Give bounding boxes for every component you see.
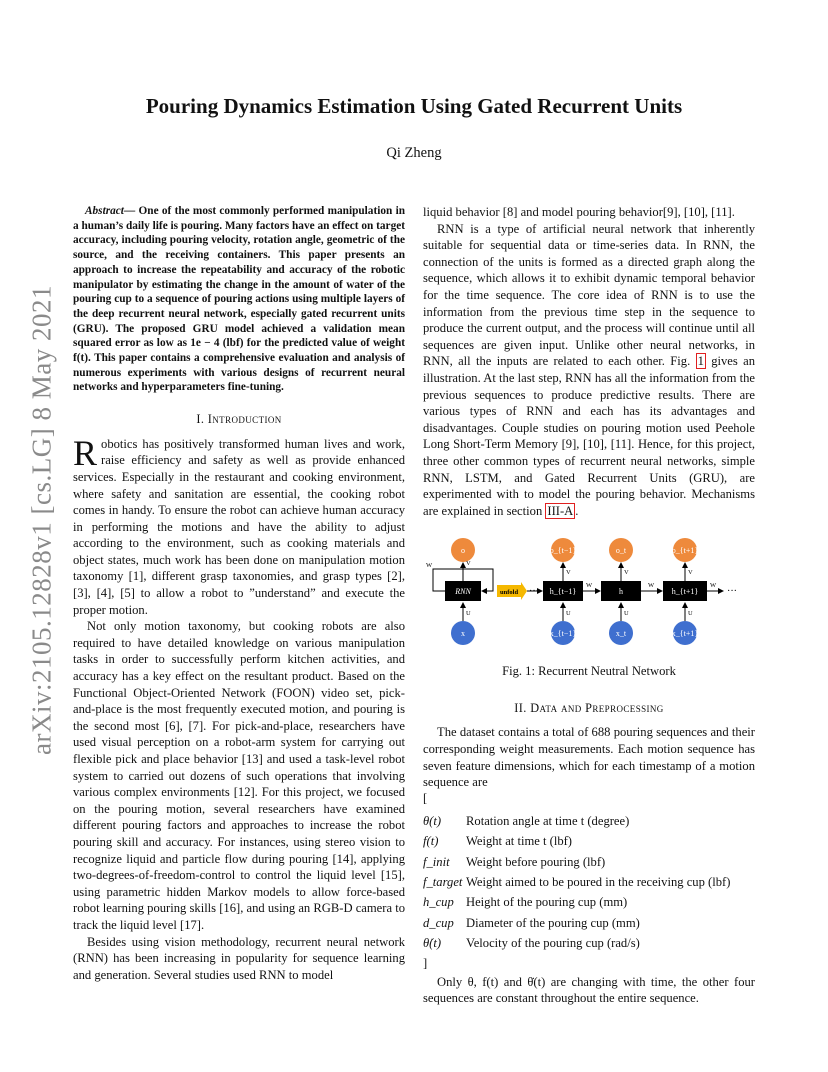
label-x-t: x_t [615, 629, 627, 639]
label-v-prev: V [566, 569, 571, 577]
feature-row [423, 872, 755, 892]
rnn-paragraph [423, 221, 755, 520]
rnn-paragraph-text-b: gives an illustration. At the last step, RNN has all the information from the previous sequences to produce predictive results. There are various types of RNN and each has its advantages and disadvantages. Couple studies on pouring motion used Peehole Long Short-Term Memory [9], [10], [11]. Hence, for this project, three other common types of recurrent neural networks, simple RNN, LSTM, and Gated Recurrent Units (GRU), are experimented with to model the pouring behavior. Mechanisms are explained in section [423, 354, 755, 518]
feature-symbol: θ̇(t) [423, 936, 442, 951]
feature-description: Rotation angle at time t (degree) [466, 813, 630, 828]
drop-cap: R [73, 432, 98, 473]
abstract [73, 204, 405, 395]
label-v-next: V [688, 569, 693, 577]
rnn-diagram [423, 533, 755, 661]
label-x: x [461, 629, 465, 639]
feature-row [423, 933, 755, 953]
label-rnn: RNN [455, 587, 471, 597]
feature-symbol: f_init [423, 854, 450, 869]
left-column [73, 204, 405, 983]
label-o: o [461, 546, 465, 556]
right-column [423, 204, 755, 1007]
constant-features-paragraph: Only θ, f(t) and θ̇(t) are changing with time, the other four sequences are constant throughout the entire sequence. [423, 974, 755, 1006]
intro-paragraph-1 [73, 432, 405, 619]
label-unfold: unfold [500, 589, 519, 597]
label-u-t: U [624, 610, 629, 618]
rnn-figure [423, 533, 755, 661]
paragraph-continued: liquid behavior [8] and model pouring behavior[9], [10], [11]. [423, 205, 735, 219]
feature-description: Weight at time t (lbf) [466, 834, 573, 849]
label-h-next: h_{t+1} [671, 587, 699, 597]
abstract-text: — One of the most commonly performed manipulation in a human’s daily life is pouring. Many factors have an effect on target accuracy, including pouring velocity, rotation angle, geometric of the source, and the receiving containers. This paper presents an approach to increase the repeatability and accuracy of the robotic manipulator by estimating the change in the amount of water of the pouring cup to a sequence of pouring actions using multiple layers of the deep recurrent neural network, especially gated recurrent units (GRU). The proposed GRU model achieved a validation mean squared error as low as 1e − 4 (lbf) for the predicted value of weight f(t). This paper contains a comprehensive evaluation and analysis of numerous experiments with various designs of recurrent neural networks and hyperparameters fine-tuning. [73, 205, 405, 394]
open-bracket: [ [423, 790, 428, 805]
paper-author: Qi Zheng [386, 145, 442, 161]
arxiv-sidebar-stamp [22, 260, 62, 780]
intro-paragraph-3: Besides using vision methodology, recurrent neural network (RNN) has been increasing in popularity for sequence learning and generation. Several studies used RNN to model [73, 934, 405, 982]
label-x-prev: x_{t−1} [549, 629, 577, 639]
label-w-2: W [648, 582, 655, 590]
label-u-prev: U [566, 610, 571, 618]
intro-paragraph-2: Not only motion taxonomy, but cooking robots are also required to have detailed knowledge on various manipulation tasks in order to successfully perform kitchen activities, and accuracy has a key effect on the resultant product. Based on the Functional Object-Oriented Network (FOON) video set, pick-and-place is the most frequently executed motion, and pouring is the second most [6], [7]. For pick-and-place, researchers have used visual perception on a robot-arm system for carrying out flexible pick and place behavior [13] and used a task-level robot system to carried out dozens of such operations that involving various complex environments [12]. For this project, we focused on the pouring motion, several researchers have examined different pouring factors and approaches to increase the robot pouring skill and accuracy. For instances, using stereo vision to recognize liquid and particle flow during pouring [14], applying two-degrees-of-freedom-control to control the liquid level [15], using parametric hidden Markov models to allow force-based robot learning pouring skills [16], and using an RGB-D camera to track the liquid level [17]. [73, 619, 405, 932]
feature-row [423, 831, 755, 851]
label-w-3: W [710, 582, 717, 590]
close-bracket: ] [423, 955, 428, 970]
paper-title: Pouring Dynamics Estimation Using Gated Recurrent Units [145, 94, 683, 118]
label-w-1: W [586, 582, 593, 590]
rnn-paragraph-end: . [575, 503, 579, 518]
feature-row [423, 892, 755, 912]
label-v: V [466, 560, 471, 568]
feature-list [423, 811, 755, 954]
feature-description: Weight aimed to be poured in the receiving cup (lbf) [466, 874, 731, 889]
dots-left: ··· [529, 586, 539, 598]
feature-symbol: h_cup [423, 895, 454, 910]
feature-symbol: f_target [423, 874, 463, 889]
feature-row [423, 852, 755, 872]
label-u-next: U [688, 610, 693, 618]
dots-right: ··· [727, 586, 737, 598]
section-reference-link[interactable]: III-A [547, 503, 574, 518]
label-w-loop: W [426, 562, 433, 570]
label-v-t: V [624, 569, 629, 577]
label-o-prev: o_{t−1} [549, 546, 577, 556]
label-o-next: o_{t+1} [671, 546, 699, 556]
feature-symbol: d_cup [423, 915, 454, 930]
label-h: h [619, 587, 623, 597]
feature-symbol: θ(t) [423, 813, 442, 828]
label-o-t: o_t [615, 546, 627, 556]
label-x-next: x_{t+1} [671, 629, 699, 639]
intro-paragraph-1-text: obotics has positively transformed human lives and work, raise efficiency and safety as well as provide enhanced services. Especially in the restaurant and cooking environment, where safety and sanitation are essential, the cooking robot comes in handy. To ensure the robot can achieve human accuracy in performing the motions and have the ability to adjust according to the environment, such as cooking materials and object states, much work has been done on manipulation motion taxonomy [1], different grasp taxonomies, and grasp types [2], [3], [4], [5] to allow a robot to ”understand” and execute the proper motion. [73, 436, 405, 617]
rnn-paragraph-text-a: RNN is a type of artificial neural network that inherently suitable for sequential data or time-series data. In RNN, the connection of the units is formed as a directed graph along the sequence, which allows it to exhibit dynamic temporal behavior for the time sequence. The core idea of RNN is to use the information from the previous time step in the sequence to produce the current output, and the process will continue until all sequences are given input. Unlike other neural networks, in RNN, all the inputs are related to each other. Fig. [423, 221, 755, 369]
label-h-prev: h_{t−1} [549, 587, 577, 597]
feature-row [423, 811, 755, 831]
feature-symbol: f(t) [423, 834, 439, 849]
data-paragraph: The dataset contains a total of 688 pouring sequences and their corresponding weight measurements. Each motion sequence has seven feature dimensions, which for each timestamp of a motion sequence are [423, 725, 755, 790]
feature-description: Height of the pouring cup (mm) [466, 895, 628, 910]
abstract-label: Abstract [85, 205, 124, 217]
feature-row [423, 913, 755, 933]
label-u: U [466, 610, 471, 618]
arxiv-identifier: arXiv:2105.12828v1 [cs.LG] 8 May 2021 [26, 285, 57, 755]
feature-description: Weight before pouring (lbf) [466, 854, 606, 869]
figure-caption: Fig. 1: Recurrent Neutral Network [502, 664, 676, 679]
section-heading-introduction: I. Introduction [196, 412, 282, 427]
feature-description: Velocity of the pouring cup (rad/s) [466, 936, 640, 951]
section-heading-data: II. Data and Preprocessing [514, 700, 664, 715]
feature-description: Diameter of the pouring cup (mm) [466, 915, 640, 930]
figure-reference-link[interactable]: 1 [697, 354, 704, 369]
